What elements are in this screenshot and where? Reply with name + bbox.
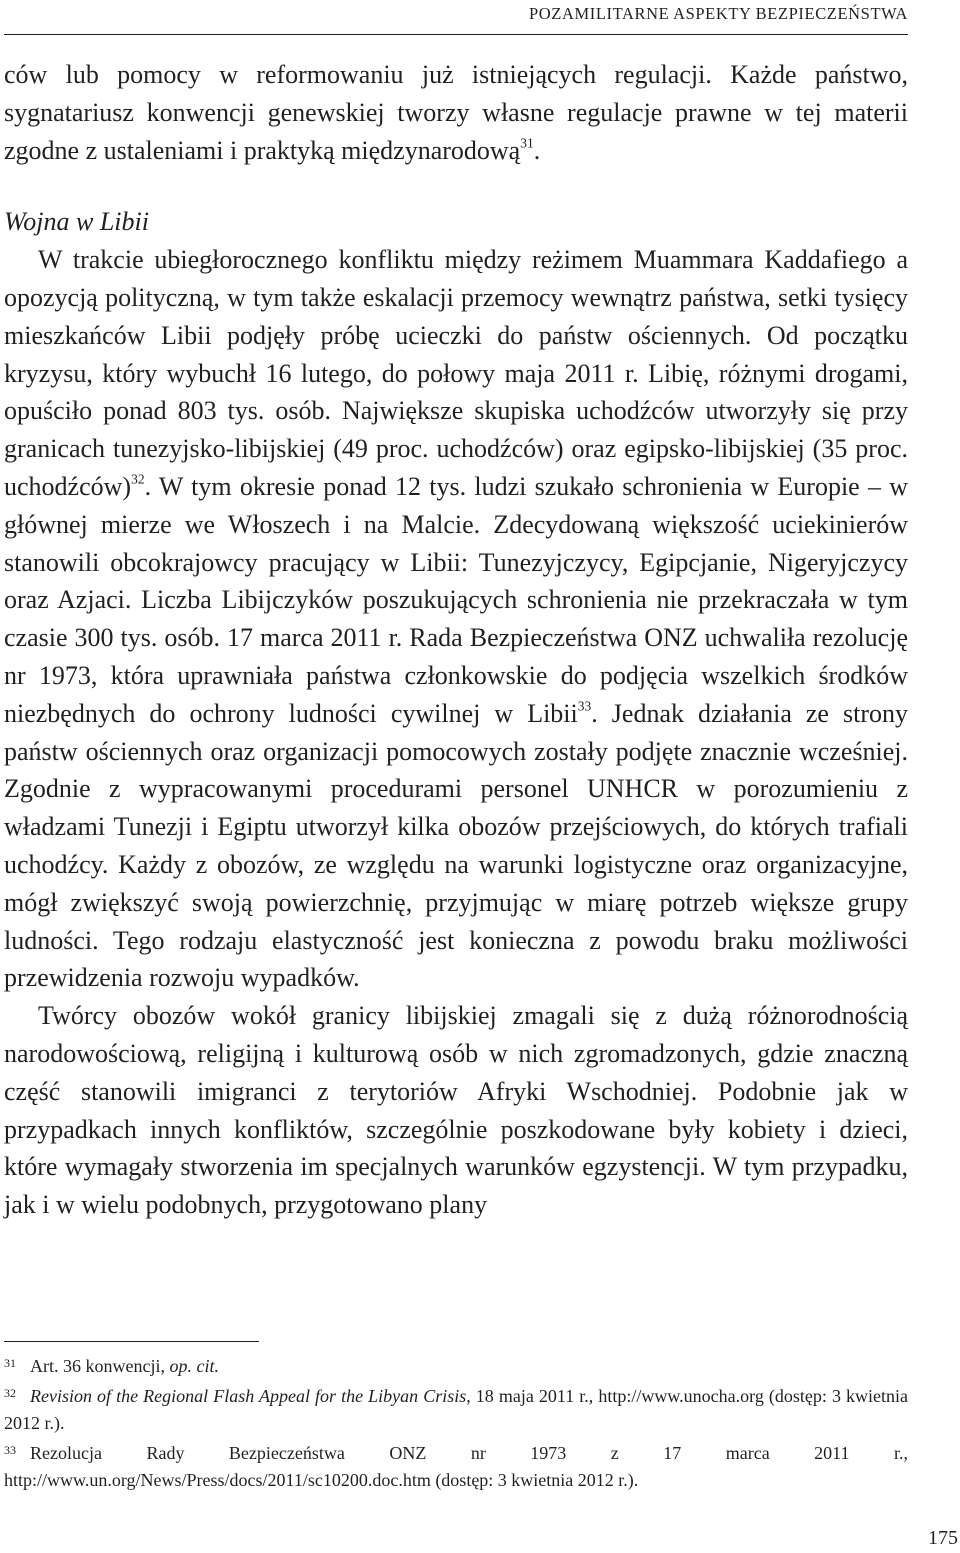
footnote-text[interactable]: , 18 maja 2011 r., http://www.unocha.org (dostęp: 3 kwietnia 2012 r.). <box>4 1386 908 1433</box>
footnote-number: 31 <box>4 1356 16 1370</box>
running-header: POZAMILITARNE ASPEKTY BEZPIECZEŃSTWA <box>529 4 908 23</box>
footnote-number: 33 <box>4 1443 16 1457</box>
footnote-text: Art. 36 konwencji, <box>30 1356 170 1376</box>
footnote-33 <box>4 1437 908 1494</box>
footnote-31 <box>4 1350 908 1380</box>
footnote-ref-31[interactable]: 31 <box>520 135 534 151</box>
footnote-ref-33[interactable]: 33 <box>577 698 592 714</box>
paragraph-continuation <box>4 56 908 169</box>
paragraph-text: ców lub pomocy w reformowaniu już istniejących regulacji. Każde państwo, sygnatariusz konwencji genewskiej tworzy własne regulacje prawne w tej materii zgodne z ustaleniami i praktyką międzynarodową <box>4 60 908 165</box>
footnote-text[interactable]: Rezolucja Rady Bezpieczeństwa ONZ nr 1973 z 17 marca 2011 r., http://www.un.org/News/Press/docs/2011/sc10200.doc.htm (dostęp: 3 kwietnia 2012 r.). <box>4 1443 908 1490</box>
footnote-32 <box>4 1380 908 1437</box>
page-number: 175 <box>928 1527 958 1549</box>
paragraph-end: . <box>533 135 541 165</box>
paragraph-camps: Twórcy obozów wokół granicy libijskiej zmagali się z dużą różnorodnością narodowościową, religijną i kulturową osób w nich zgromadzonych, gdzie znaczną część stanowili imigranci z terytoriów Afryki Wschodniej. Podobnie jak w przypadkach innych konfliktów, szczególnie poszkodowane były kobiety i dzieci, które wymagały stworzenia im specjalnych warunków egzystencji. W tym przypadku, jak i w wielu podobnych, przygotowano plany <box>4 1001 908 1220</box>
footnote-italic: Revision of the Regional Flash Appeal for the Libyan Crisis <box>30 1386 467 1406</box>
footnotes <box>4 1350 908 1494</box>
footnote-rule <box>4 1341 259 1342</box>
paragraph-libya <box>4 241 908 997</box>
header-rule <box>4 34 908 35</box>
section-heading: Wojna w Libii <box>4 207 149 237</box>
footnote-number: 32 <box>4 1386 16 1400</box>
footnote-ref-32[interactable]: 32 <box>131 471 145 487</box>
paragraph-text: . Jednak działania ze strony państw ościennych oraz organizacji pomocowych zostały podjęte znacznie wcześniej. Zgodnie z wypracowanymi procedurami personel UNHCR w porozumieniu z władzami Tunezji i Egiptu utworzył kilka obozów przejściowych, do których trafiali uchodźcy. Każdy z obozów, ze względu na warunki logistyczne oraz organizacyjne, mógł zwiększyć swoją powierzchnię, przyjmując w miarę potrzeb większe grupy ludności. Tego rodzaju elastyczność jest konieczna z powodu braku możliwości przewidzenia rozwoju wypadków. <box>4 698 909 993</box>
footnote-italic: op. cit. <box>169 1356 219 1376</box>
body-text <box>4 56 908 1224</box>
paragraph-text: . W tym okresie ponad 12 tys. ludzi szukało schronienia w Europie – w głównej mierze we Włoszech i na Malcie. Zdecydowaną większość uciekinierów stanowili obcokrajowcy pracujący w Libii: Tunezyjczycy, Egipcjanie, Nigeryjczycy oraz Azjaci. Liczba Libijczyków poszukujących schronienia nie przekraczała w tym czasie 300 tys. osób. 17 marca 2011 r. Rada Bezpieczeństwa ONZ uchwaliła rezolucję nr 1973, która uprawniała państwa członkowskie do podjęcia wszelkich środków niezbędnych do ochrony ludności cywilnej w Libii <box>4 471 908 728</box>
paragraph-text: W trakcie ubiegłorocznego konfliktu między reżimem Muammara Kaddafiego a opozycją polityczną, w tym także eskalacji przemocy wewnątrz państwa, setki tysięcy mieszkańców Libii podjęły próbę ucieczki do państw ościennych. Od początku kryzysu, który wybuchł 16 lutego, do połowy maja 2011 r. Libię, różnymi drogami, opuściło ponad 803 tys. osób. Największe skupiska uchodźców utworzyły się przy granicach tunezyjsko-libijskiej (49 proc. uchodźców) oraz egipsko-libijskiej (35 proc. uchodźców) <box>4 245 908 501</box>
